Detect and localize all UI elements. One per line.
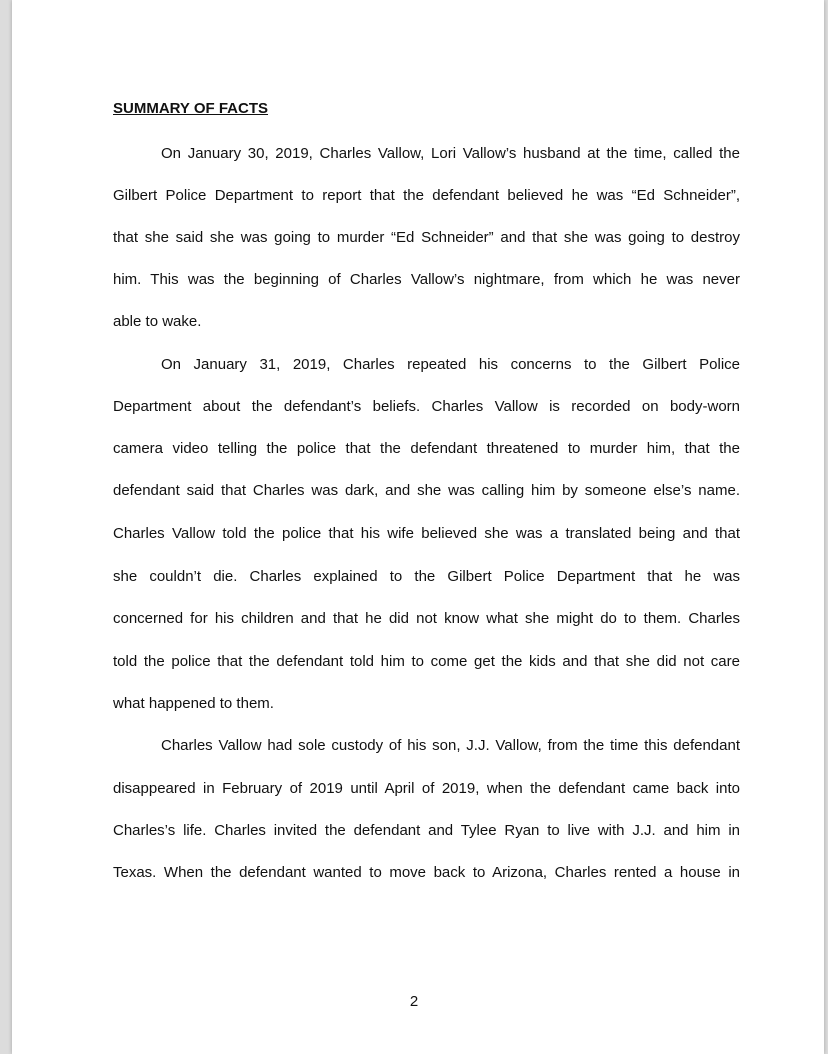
section-heading: SUMMARY OF FACTS	[113, 100, 269, 117]
paragraph-line: Texas. When the defendant wanted to move back to Arizona, Charles rented a house in	[113, 864, 740, 881]
paragraph-line: Charles Vallow had sole custody of his son, J.J. Vallow, from the time this defendant	[161, 737, 740, 754]
paragraph-line: him. This was the beginning of Charles Vallow’s nightmare, from which he was never	[113, 271, 740, 288]
paragraph-line: she couldn’t die. Charles explained to the Gilbert Police Department that he was	[113, 568, 740, 585]
paragraph-line: told the police that the defendant told him to come get the kids and that she did not care	[113, 653, 740, 670]
paragraph-line: defendant said that Charles was dark, and she was calling him by someone else’s name.	[113, 482, 740, 499]
paragraph-line: On January 30, 2019, Charles Vallow, Lori Vallow’s husband at the time, called the	[161, 145, 740, 162]
paragraph-line: Department about the defendant’s beliefs. Charles Vallow is recorded on body-worn	[113, 398, 740, 415]
paragraph-line: able to wake.	[113, 313, 202, 330]
paragraph-line: that she said she was going to murder “Ed Schneider” and that she was going to destroy	[113, 229, 740, 246]
paragraph-line: Charles Vallow told the police that his wife believed she was a translated being and that	[113, 525, 740, 542]
paragraph-line: Charles’s life. Charles invited the defendant and Tylee Ryan to live with J.J. and him in	[113, 822, 740, 839]
page-number: 2	[409, 993, 419, 1010]
paragraph-line: camera video telling the police that the defendant threatened to murder him, that the	[113, 440, 740, 457]
document-page	[12, 0, 824, 1054]
paragraph-line: concerned for his children and that he did not know what she might do to them. Charles	[113, 610, 740, 627]
paragraph-line: disappeared in February of 2019 until April of 2019, when the defendant came back into	[113, 780, 740, 797]
paragraph-line: what happened to them.	[113, 695, 274, 712]
paragraph-line: On January 31, 2019, Charles repeated his concerns to the Gilbert Police	[161, 356, 740, 373]
paragraph-line: Gilbert Police Department to report that the defendant believed he was “Ed Schneider”,	[113, 187, 740, 204]
